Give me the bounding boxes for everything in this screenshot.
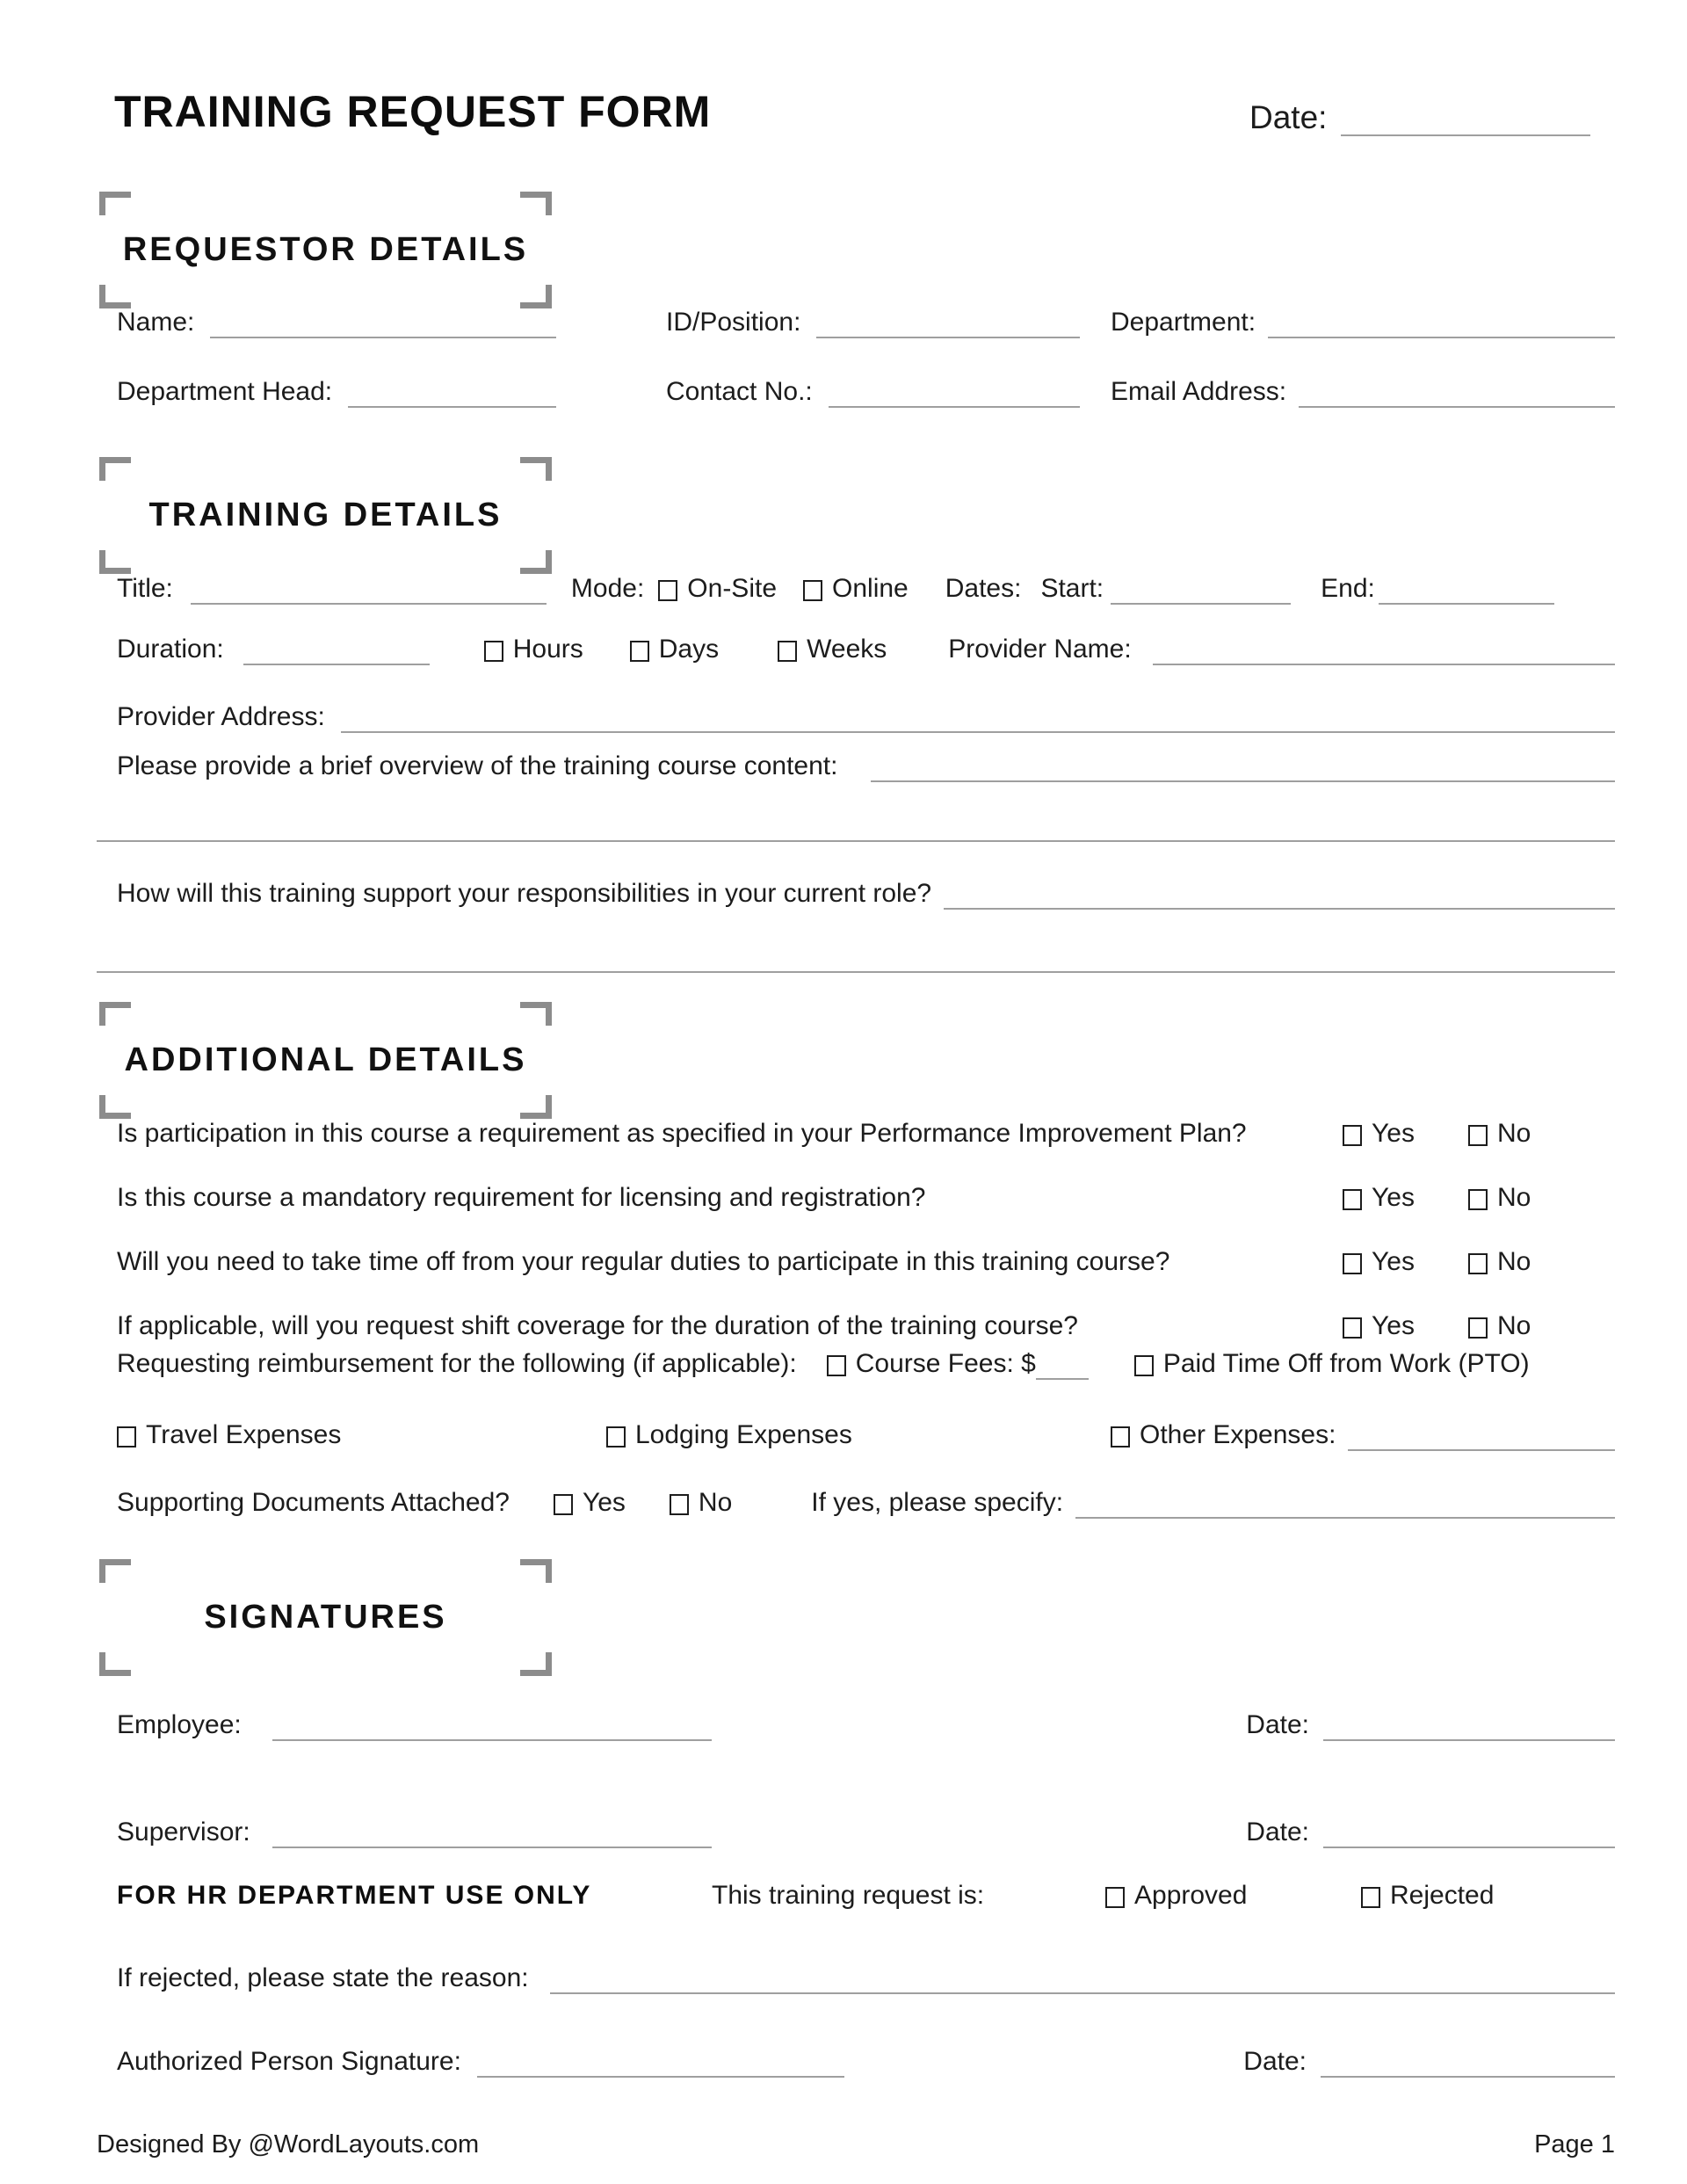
provider-address-label: Provider Address:: [117, 702, 325, 731]
header-date-row: [1249, 94, 1590, 136]
supervisor-label: Supervisor:: [117, 1818, 250, 1847]
yes-label: Yes: [582, 1488, 626, 1517]
date-label: Date:: [1249, 99, 1328, 135]
supervisor-date-label: Date:: [1246, 1818, 1309, 1847]
name-field-line[interactable]: [210, 337, 556, 338]
pto-checkbox[interactable]: [1134, 1355, 1154, 1376]
rejection-reason-label: If rejected, please state the reason:: [117, 1963, 529, 1992]
hr-use-only-row: [117, 1876, 1615, 1912]
request-is-label: This training request is:: [712, 1881, 985, 1910]
supervisor-signature-line[interactable]: [272, 1847, 712, 1848]
no-label: No: [1497, 1311, 1531, 1340]
course-title-field-line[interactable]: [191, 603, 547, 605]
id-position-field-line[interactable]: [816, 337, 1080, 338]
weeks-label: Weeks: [807, 635, 887, 664]
question-text: If applicable, will you request shift coverage for the duration of the training course?: [117, 1311, 1078, 1340]
question-text: Is this course a mandatory requirement for licensing and registration?: [117, 1183, 926, 1212]
travel-expenses-checkbox[interactable]: [117, 1426, 136, 1448]
email-field-line[interactable]: [1299, 406, 1615, 408]
rejection-reason-row: [117, 1959, 1615, 1994]
yes-label: Yes: [1372, 1247, 1415, 1276]
training-row-provider-address: [117, 698, 1615, 733]
course-fees-amount-line[interactable]: [1036, 1378, 1089, 1380]
department-head-label: Department Head:: [117, 377, 333, 406]
overview-field-line-2[interactable]: [97, 840, 1615, 842]
online-checkbox[interactable]: [803, 580, 822, 601]
other-expenses-label: Other Expenses:: [1140, 1420, 1336, 1449]
duration-field-line[interactable]: [243, 664, 430, 665]
section-requestor-details: [99, 192, 552, 308]
section-title-requestor: REQUESTOR DETAILS: [122, 231, 529, 268]
employee-date-line[interactable]: [1323, 1739, 1615, 1741]
question-row-1: [117, 1114, 1615, 1150]
authorized-signature-row: [117, 2043, 1615, 2078]
q1-no-checkbox[interactable]: [1468, 1125, 1488, 1146]
reimbursement-label: Requesting reimbursement for the following (if applicable):: [117, 1349, 797, 1378]
end-date-label: End:: [1321, 574, 1375, 603]
approved-checkbox[interactable]: [1105, 1887, 1125, 1908]
rejected-label: Rejected: [1390, 1881, 1495, 1910]
training-row-title-mode-dates: [117, 570, 1615, 605]
q1-yes-checkbox[interactable]: [1343, 1125, 1362, 1146]
yes-label: Yes: [1372, 1119, 1415, 1148]
question-row-2: [117, 1179, 1615, 1214]
hours-label: Hours: [512, 635, 583, 664]
authorized-date-line[interactable]: [1321, 2076, 1615, 2078]
online-label: Online: [832, 574, 909, 603]
section-title-additional: ADDITIONAL DETAILS: [124, 1041, 527, 1078]
overview-label: Please provide a brief overview of the training course content:: [117, 751, 838, 780]
authorized-date-label: Date:: [1243, 2047, 1307, 2076]
q3-no-checkbox[interactable]: [1468, 1253, 1488, 1274]
days-label: Days: [658, 635, 720, 664]
section-signatures: [99, 1559, 552, 1676]
authorized-signature-label: Authorized Person Signature:: [117, 2047, 461, 2076]
course-title-label: Title:: [117, 574, 173, 603]
page-title: TRAINING REQUEST FORM: [114, 87, 712, 136]
section-title-training: TRAINING DETAILS: [148, 497, 503, 533]
no-label: No: [1497, 1183, 1531, 1212]
q4-no-checkbox[interactable]: [1468, 1317, 1488, 1339]
question-text: Will you need to take time off from your regular duties to participate in this training course?: [117, 1247, 1170, 1276]
weeks-checkbox[interactable]: [778, 641, 797, 662]
course-fees-label: Course Fees: $: [855, 1349, 1036, 1378]
name-label: Name:: [117, 308, 195, 337]
yes-label: Yes: [1372, 1311, 1415, 1340]
specify-label: If yes, please specify:: [811, 1488, 1064, 1517]
email-label: Email Address:: [1111, 377, 1287, 406]
section-additional-details: [99, 1002, 552, 1119]
employee-label: Employee:: [117, 1710, 242, 1739]
no-label: No: [698, 1488, 733, 1517]
contact-no-label: Contact No.:: [666, 377, 813, 406]
contact-no-field-line[interactable]: [829, 406, 1080, 408]
id-position-label: ID/Position:: [666, 308, 801, 337]
hr-use-only-title: FOR HR DEPARTMENT USE ONLY: [117, 1881, 592, 1910]
yes-label: Yes: [1372, 1183, 1415, 1212]
employee-signature-line[interactable]: [272, 1739, 712, 1741]
end-date-field-line[interactable]: [1379, 603, 1554, 605]
requestor-row-2: [117, 373, 1615, 408]
requestor-row-1: [117, 303, 1615, 338]
page-footer: [97, 2128, 1615, 2159]
provider-name-label: Provider Name:: [948, 635, 1132, 664]
course-fees-checkbox[interactable]: [827, 1355, 846, 1376]
expenses-row: [117, 1416, 1615, 1451]
onsite-checkbox[interactable]: [658, 580, 677, 601]
section-training-details: [99, 457, 552, 574]
start-date-field-line[interactable]: [1111, 603, 1291, 605]
duration-label: Duration:: [117, 635, 224, 664]
q2-no-checkbox[interactable]: [1468, 1189, 1488, 1210]
question-row-3: [117, 1243, 1615, 1278]
lodging-expenses-label: Lodging Expenses: [635, 1420, 852, 1449]
no-label: No: [1497, 1119, 1531, 1148]
department-label: Department:: [1111, 308, 1256, 337]
provider-name-field-line[interactable]: [1153, 664, 1615, 665]
supporting-documents-row: [117, 1484, 1615, 1519]
question-row-4: [117, 1307, 1615, 1342]
supporting-documents-label: Supporting Documents Attached?: [117, 1488, 510, 1517]
date-field-line[interactable]: [1341, 134, 1590, 136]
q4-yes-checkbox[interactable]: [1343, 1317, 1362, 1339]
support-label: How will this training support your responsibilities in your current role?: [117, 879, 932, 908]
supporting-no-checkbox[interactable]: [670, 1494, 689, 1515]
support-field-line-2[interactable]: [97, 971, 1615, 973]
page-number: Page 1: [1534, 2130, 1615, 2159]
training-row-overview: [117, 747, 1615, 782]
start-date-label: Start:: [1040, 574, 1104, 603]
onsite-label: On-Site: [687, 574, 778, 603]
q3-yes-checkbox[interactable]: [1343, 1253, 1362, 1274]
department-head-field-line[interactable]: [348, 406, 556, 408]
supervisor-date-line[interactable]: [1323, 1847, 1615, 1848]
specify-field-line[interactable]: [1075, 1517, 1615, 1519]
pto-label: Paid Time Off from Work (PTO): [1162, 1349, 1530, 1378]
reimbursement-row: [117, 1345, 1615, 1380]
lodging-expenses-checkbox[interactable]: [606, 1426, 626, 1448]
training-row-support: [117, 874, 1615, 910]
authorized-signature-line[interactable]: [477, 2076, 844, 2078]
supporting-yes-checkbox[interactable]: [554, 1494, 573, 1515]
provider-address-field-line[interactable]: [341, 731, 1615, 733]
overview-field-line-1[interactable]: [871, 780, 1615, 782]
other-expenses-field-line[interactable]: [1348, 1449, 1615, 1451]
support-field-line-1[interactable]: [944, 908, 1615, 910]
no-label: No: [1497, 1247, 1531, 1276]
question-text: Is participation in this course a requirement as specified in your Performance Improvement Plan?: [117, 1119, 1247, 1148]
department-field-line[interactable]: [1268, 337, 1615, 338]
employee-signature-row: [117, 1706, 1615, 1741]
travel-expenses-label: Travel Expenses: [146, 1420, 342, 1449]
q2-yes-checkbox[interactable]: [1343, 1189, 1362, 1210]
approved-label: Approved: [1134, 1881, 1248, 1910]
mode-label: Mode:: [570, 574, 645, 603]
employee-date-label: Date:: [1246, 1710, 1309, 1739]
rejected-checkbox[interactable]: [1361, 1887, 1380, 1908]
section-title-signatures: SIGNATURES: [204, 1599, 447, 1636]
rejection-reason-line[interactable]: [550, 1992, 1615, 1994]
training-row-duration-provider: [117, 630, 1615, 665]
footer-credit: Designed By @WordLayouts.com: [97, 2130, 480, 2159]
supervisor-signature-row: [117, 1813, 1615, 1848]
days-checkbox[interactable]: [630, 641, 649, 662]
dates-label: Dates:: [945, 574, 1022, 603]
other-expenses-checkbox[interactable]: [1111, 1426, 1130, 1448]
hours-checkbox[interactable]: [484, 641, 503, 662]
